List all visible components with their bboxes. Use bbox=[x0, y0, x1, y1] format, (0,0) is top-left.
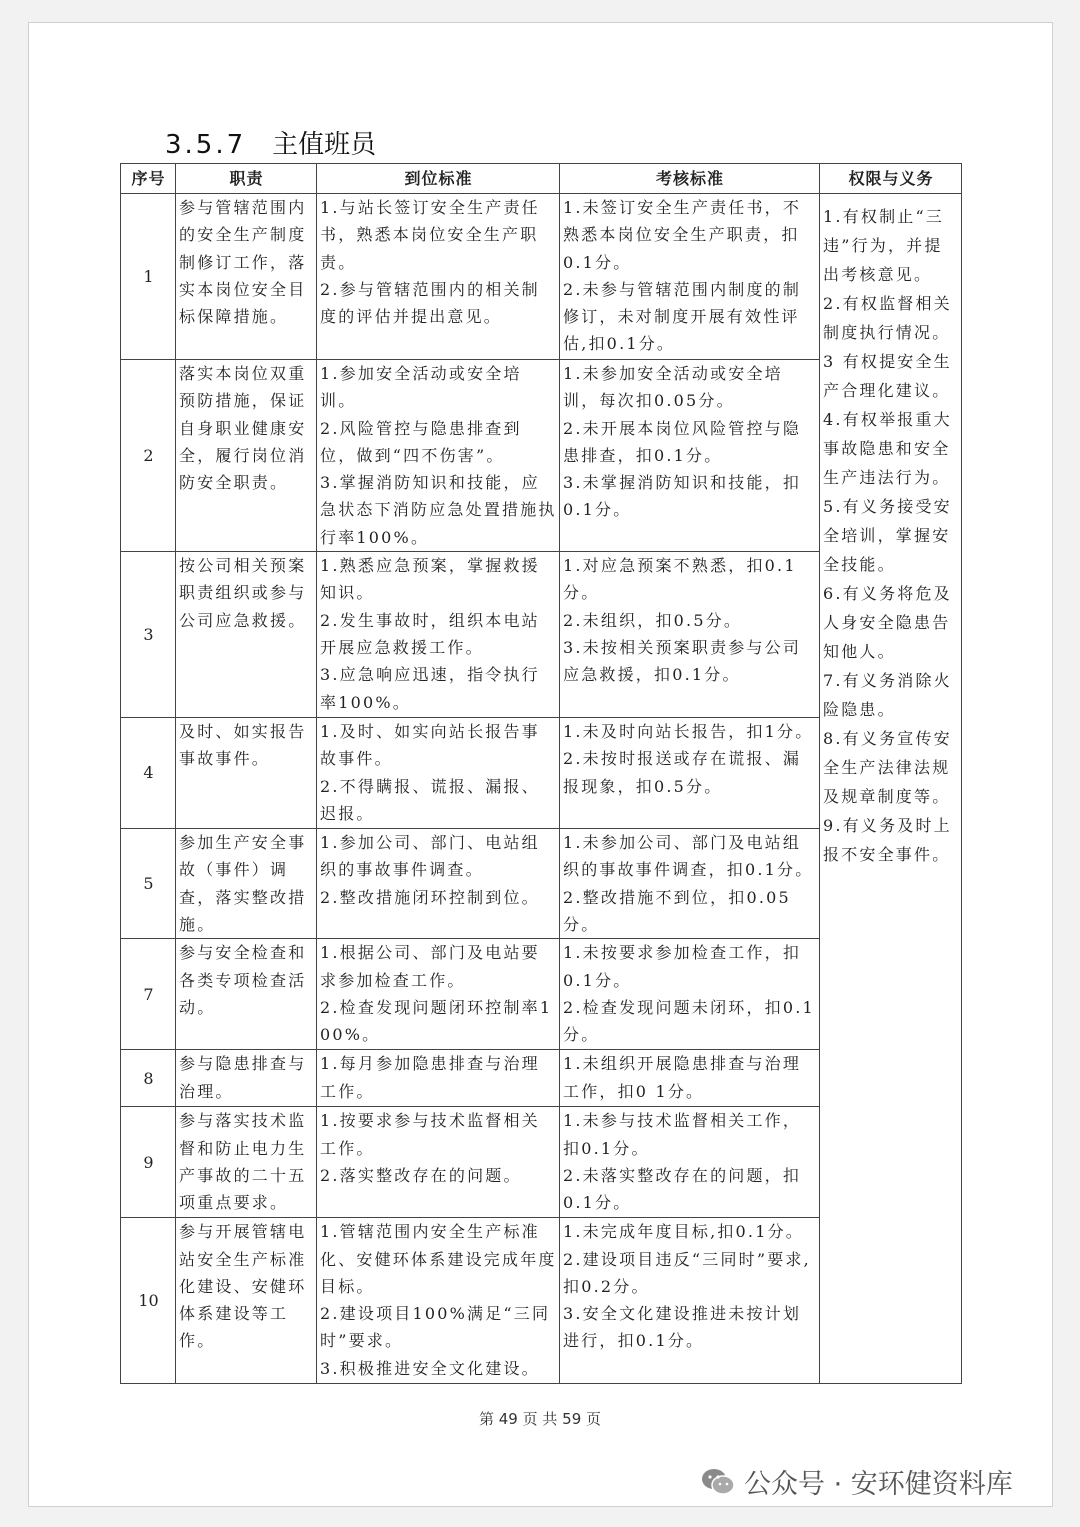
header-seq: 序号 bbox=[121, 164, 176, 194]
row-seq: 8 bbox=[121, 1050, 176, 1107]
assessment-item: 2.未按时报送或存在谎报、漏报现象，扣0.5分。 bbox=[563, 749, 802, 796]
row-duty: 参与开展管辖电站安全生产标准化建设、安健环体系建设等工作。 bbox=[176, 1218, 317, 1384]
standard-item: 1.与站长签订安全生产责任书，熟悉本岗位安全生产职责。 bbox=[320, 198, 540, 272]
standard-item: 2.建设项目100%满足“三同时”要求。 bbox=[320, 1304, 551, 1351]
section-heading bbox=[165, 124, 376, 161]
assessment-item: 1.未组织开展隐患排查与治理工作，扣0 1分。 bbox=[563, 1054, 802, 1101]
row-duty: 及时、如实报告事故事件。 bbox=[176, 718, 317, 829]
assessment-item: 2.未组织，扣0.5分。 bbox=[563, 610, 743, 630]
footer-suffix: 页 bbox=[586, 1410, 602, 1428]
table-row bbox=[121, 194, 962, 360]
duty-table bbox=[120, 163, 962, 1384]
rights-item: 9.有义务及时上报不安全事件。 bbox=[823, 816, 952, 864]
row-duty: 参与管辖范围内的安全生产制度制修订工作，落实本岗位安全目标保障措施。 bbox=[176, 194, 317, 360]
standard-item: 1.参加公司、部门、电站组织的事故事件调查。 bbox=[320, 833, 540, 880]
row-duty: 参加生产安全事故（事件）调查，落实整改措施。 bbox=[176, 829, 317, 939]
row-seq: 7 bbox=[121, 939, 176, 1050]
row-seq: 4 bbox=[121, 718, 176, 829]
assessment-item: 2.未参与管辖范围内制度的制修订，未对制度开展有效性评估,扣0.1分。 bbox=[563, 279, 802, 354]
row-duty: 落实本岗位双重预防措施，保证自身职业健康安全，履行岗位消防安全职责。 bbox=[176, 360, 317, 552]
rights-item: 7.有义务消除火险隐患。 bbox=[823, 671, 952, 719]
assessment-item: 2.检查发现问题未闭环，扣0.1分。 bbox=[563, 997, 815, 1045]
header-duty: 职责 bbox=[176, 164, 317, 194]
assessment-item: 3.安全文化建设推进未按计划进行，扣0.1分。 bbox=[563, 1304, 802, 1351]
row-duty: 按公司相关预案职责组织或参与公司应急救援。 bbox=[176, 552, 317, 718]
standard-item: 3.掌握消防知识和技能，应急状态下消防应急处置措施执行率100%。 bbox=[320, 473, 557, 547]
standard-item: 1.参加安全活动或安全培训。 bbox=[320, 364, 522, 411]
row-assessment bbox=[560, 829, 820, 939]
watermark bbox=[700, 1462, 1013, 1501]
row-seq: 1 bbox=[121, 194, 176, 360]
row-seq: 3 bbox=[121, 552, 176, 718]
row-standard bbox=[317, 360, 560, 552]
assessment-item: 1.未按要求参加检查工作，扣0.1分。 bbox=[563, 943, 802, 990]
rights-item: 1.有权制止“三违”行为，并提出考核意见。 bbox=[823, 207, 945, 284]
assessment-item: 1.对应急预案不熟悉，扣0.1分。 bbox=[563, 556, 797, 603]
row-standard bbox=[317, 1107, 560, 1218]
row-duty: 参与落实技术监督和防止电力生产事故的二十五项重点要求。 bbox=[176, 1107, 317, 1218]
standard-item: 3.应急响应迅速，指令执行率100%。 bbox=[320, 665, 540, 712]
standard-item: 1.按要求参与技术监督相关工作。 bbox=[320, 1111, 540, 1158]
row-duty: 参与安全检查和各类专项检查活动。 bbox=[176, 939, 317, 1050]
standard-item: 1.每月参加隐患排查与治理工作。 bbox=[320, 1054, 540, 1101]
standard-item: 2.发生事故时，组织本电站开展应急救援工作。 bbox=[320, 610, 540, 657]
rights-item: 3 有权提安全生产合理化建议。 bbox=[823, 352, 952, 400]
standard-item: 2.落实整改存在的问题。 bbox=[320, 1165, 522, 1185]
standard-item: 1.及时、如实向站长报告事故事件。 bbox=[320, 722, 540, 769]
row-assessment bbox=[560, 1107, 820, 1218]
standard-item: 2.检查发现问题闭环控制率100%。 bbox=[320, 997, 553, 1045]
table-header-row bbox=[121, 164, 962, 194]
assessment-item: 3.未掌握消防知识和技能，扣0.1分。 bbox=[563, 473, 802, 520]
row-standard bbox=[317, 552, 560, 718]
row-seq: 9 bbox=[121, 1107, 176, 1218]
standard-item: 3.积极推进安全文化建设。 bbox=[320, 1358, 540, 1378]
assessment-item: 3.未按相关预案职责参与公司应急救援，扣0.1分。 bbox=[563, 637, 802, 685]
standard-item: 1.熟悉应急预案，掌握救援知识。 bbox=[320, 556, 540, 603]
row-standard bbox=[317, 1218, 560, 1384]
assessment-item: 2.未落实整改存在的问题，扣0.1分。 bbox=[563, 1165, 802, 1213]
assessment-item: 1.未签订安全生产责任书，不熟悉本岗位安全生产职责，扣0.1分。 bbox=[563, 198, 802, 272]
section-title: 主值班员 bbox=[272, 130, 377, 160]
standard-item: 1.管辖范围内安全生产标准化、安健环体系建设完成年度目标。 bbox=[320, 1222, 557, 1296]
row-assessment bbox=[560, 718, 820, 829]
watermark-text: 公众号 · 安环健资料库 bbox=[744, 1469, 1013, 1500]
assessment-item: 2.整改措施不到位，扣0.05分。 bbox=[563, 887, 791, 934]
rights-item: 6.有义务将危及人身安全隐患告知他人。 bbox=[823, 584, 952, 661]
rights-item: 5.有义务接受安全培训，掌握安全技能。 bbox=[823, 497, 952, 574]
row-standard bbox=[317, 829, 560, 939]
assessment-item: 1.未完成年度目标,扣0.1分。 bbox=[563, 1222, 804, 1242]
page-footer bbox=[0, 1408, 1080, 1429]
rights-duties-cell bbox=[820, 194, 962, 1384]
rights-item: 8.有义务宣传安全生产法律法规及规章制度等。 bbox=[823, 729, 952, 806]
row-standard bbox=[317, 718, 560, 829]
header-assessment: 考核标准 bbox=[560, 164, 820, 194]
footer-page-number: 49 bbox=[498, 1410, 518, 1428]
assessment-item: 2.未开展本岗位风险管控与隐患排查，扣0.1分。 bbox=[563, 418, 802, 465]
rights-item: 4.有权举报重大事故隐患和安全生产违法行为。 bbox=[823, 410, 952, 487]
row-seq: 2 bbox=[121, 360, 176, 552]
wechat-icon bbox=[700, 1467, 736, 1497]
row-assessment bbox=[560, 194, 820, 360]
row-standard bbox=[317, 1050, 560, 1107]
row-standard bbox=[317, 939, 560, 1050]
footer-total-pages: 59 bbox=[562, 1410, 582, 1428]
row-seq: 10 bbox=[121, 1218, 176, 1384]
footer-prefix: 第 bbox=[478, 1410, 494, 1428]
row-assessment bbox=[560, 1218, 820, 1384]
rights-item: 2.有权监督相关制度执行情况。 bbox=[823, 294, 952, 342]
row-seq: 5 bbox=[121, 829, 176, 939]
standard-item: 2.风险管控与隐患排查到位，做到“四不伤害”。 bbox=[320, 418, 522, 465]
assessment-item: 2.建设项目违反“三同时”要求,扣0.2分。 bbox=[563, 1249, 811, 1296]
row-assessment bbox=[560, 939, 820, 1050]
assessment-item: 1.未参加安全活动或安全培训，每次扣0.05分。 bbox=[563, 364, 783, 411]
row-assessment bbox=[560, 552, 820, 718]
standard-item: 1.根据公司、部门及电站要求参加检查工作。 bbox=[320, 943, 540, 990]
footer-middle: 页 共 bbox=[522, 1410, 558, 1428]
header-rights: 权限与义务 bbox=[820, 164, 962, 194]
standard-item: 2.整改措施闭环控制到位。 bbox=[320, 887, 540, 907]
assessment-item: 1.未及时向站长报告，扣1分。 bbox=[563, 722, 814, 742]
row-assessment bbox=[560, 1050, 820, 1107]
standard-item: 2.不得瞒报、谎报、漏报、迟报。 bbox=[320, 776, 540, 823]
section-number: 3.5.7 bbox=[165, 130, 247, 160]
standard-item: 2.参与管辖范围内的相关制度的评估并提出意见。 bbox=[320, 279, 540, 327]
assessment-item: 1.未参加公司、部门及电站组织的事故事件调查，扣0.1分。 bbox=[563, 833, 814, 880]
row-assessment bbox=[560, 360, 820, 552]
header-standard: 到位标准 bbox=[317, 164, 560, 194]
row-standard bbox=[317, 194, 560, 360]
assessment-item: 1.未参与技术监督相关工作，扣0.1分。 bbox=[563, 1111, 802, 1158]
row-duty: 参与隐患排查与治理。 bbox=[176, 1050, 317, 1107]
